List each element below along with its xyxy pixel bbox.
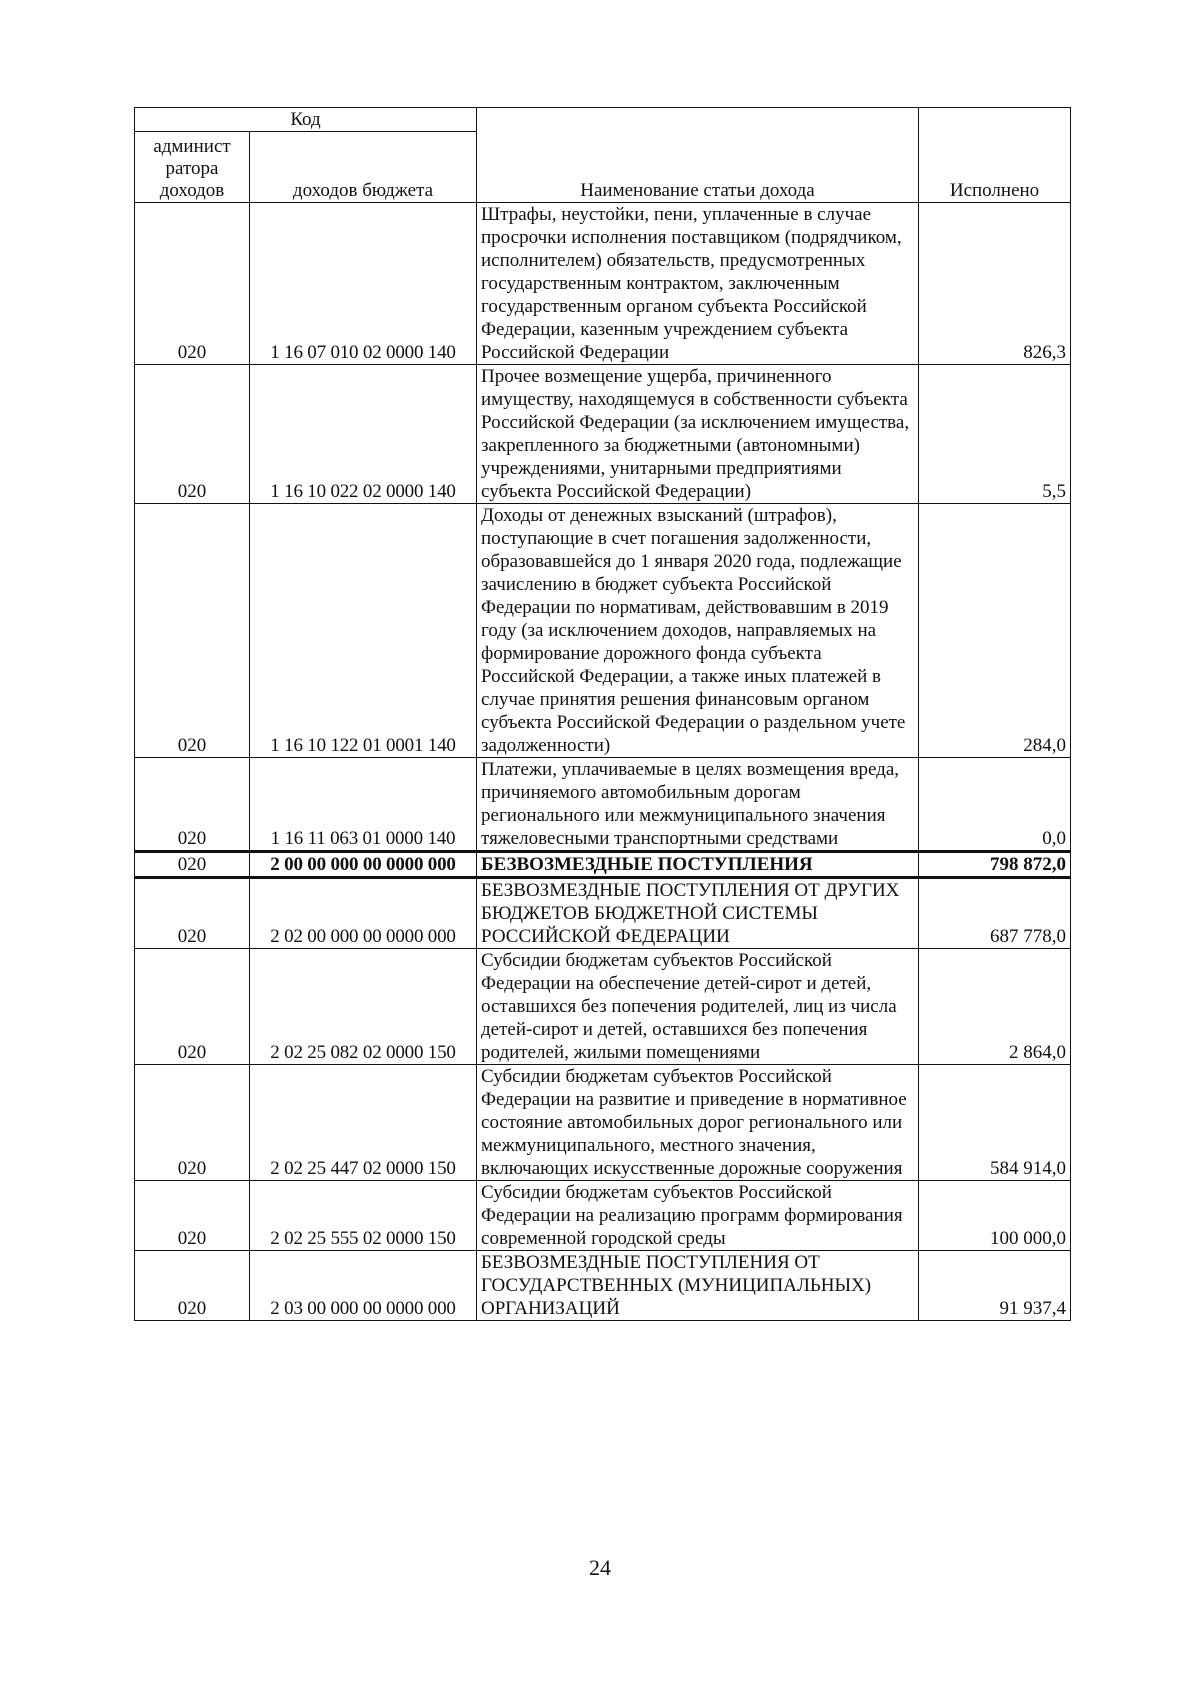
budget-code-cell: 2 02 25 082 02 0000 150 bbox=[250, 949, 477, 1065]
header-admin-line: ратора bbox=[165, 158, 219, 179]
executed-sum-cell: 798 872,0 bbox=[919, 852, 1071, 878]
budget-code-cell: 1 16 11 063 01 0000 140 bbox=[250, 758, 477, 852]
table-row bbox=[135, 1065, 1071, 1181]
revenue-table bbox=[134, 107, 1071, 1321]
admin-code-cell: 020 bbox=[135, 203, 250, 365]
table-row bbox=[135, 1251, 1071, 1321]
header-admin-line: доходов bbox=[159, 180, 225, 201]
executed-sum-cell: 826,3 bbox=[919, 203, 1071, 365]
budget-code-cell: 2 02 25 555 02 0000 150 bbox=[250, 1181, 477, 1251]
admin-code-cell: 020 bbox=[135, 758, 250, 852]
table-row bbox=[135, 504, 1071, 758]
budget-code-cell: 1 16 10 122 01 0001 140 bbox=[250, 504, 477, 758]
header-admin-line: админист bbox=[153, 136, 231, 157]
table-row bbox=[135, 1181, 1071, 1251]
budget-code-cell: 2 00 00 000 00 0000 000 bbox=[250, 852, 477, 878]
budget-code-cell: 2 02 25 447 02 0000 150 bbox=[250, 1065, 477, 1181]
table-row-total bbox=[135, 852, 1071, 878]
executed-sum-cell: 0,0 bbox=[919, 758, 1071, 852]
budget-code-cell: 1 16 07 010 02 0000 140 bbox=[250, 203, 477, 365]
budget-code-cell: 2 03 00 000 00 0000 000 bbox=[250, 1251, 477, 1321]
page-number: 24 bbox=[589, 1555, 611, 1580]
header-name: Наименование статьи дохода bbox=[477, 108, 919, 203]
admin-code-cell: 020 bbox=[135, 365, 250, 504]
table-body bbox=[135, 203, 1071, 1321]
executed-sum-cell: 687 778,0 bbox=[919, 878, 1071, 949]
header-admin bbox=[135, 132, 250, 203]
revenue-name-cell: Штрафы, неустойки, пени, уплаченные в случае просрочки исполнения поставщиком (подрядчиком, исполнителем) обязательств, предусмотренных государственным контрактом, заключенным государственным органом субъекта Российской Федерации, казенным учреждением субъекта Российской Федерации bbox=[477, 203, 919, 365]
table-row bbox=[135, 758, 1071, 852]
revenue-name-cell: БЕЗВОЗМЕЗДНЫЕ ПОСТУПЛЕНИЯ ОТ ДРУГИХ БЮДЖЕТОВ БЮДЖЕТНОЙ СИСТЕМЫ РОССИЙСКОЙ ФЕДЕРАЦИИ bbox=[477, 878, 919, 949]
table-row bbox=[135, 203, 1071, 365]
admin-code-cell: 020 bbox=[135, 1181, 250, 1251]
revenue-name-cell: Субсидии бюджетам субъектов Российской Федерации на развитие и приведение в нормативное состояние автомобильных дорог регионального или межмуниципального, местного значения, включающих искусственные дорожные сооружения bbox=[477, 1065, 919, 1181]
admin-code-cell: 020 bbox=[135, 1065, 250, 1181]
header-sum: Исполнено bbox=[919, 108, 1071, 203]
revenue-name-cell: БЕЗВОЗМЕЗДНЫЕ ПОСТУПЛЕНИЯ ОТ ГОСУДАРСТВЕННЫХ (МУНИЦИПАЛЬНЫХ) ОРГАНИЗАЦИЙ bbox=[477, 1251, 919, 1321]
table-row bbox=[135, 365, 1071, 504]
budget-code-cell: 1 16 10 022 02 0000 140 bbox=[250, 365, 477, 504]
executed-sum-cell: 284,0 bbox=[919, 504, 1071, 758]
header-kod: Код bbox=[135, 108, 477, 132]
revenue-name-cell: БЕЗВОЗМЕЗДНЫЕ ПОСТУПЛЕНИЯ bbox=[477, 852, 919, 878]
admin-code-cell: 020 bbox=[135, 878, 250, 949]
header-row-top bbox=[135, 108, 1071, 132]
admin-code-cell: 020 bbox=[135, 949, 250, 1065]
executed-sum-cell: 100 000,0 bbox=[919, 1181, 1071, 1251]
revenue-name-cell: Субсидии бюджетам субъектов Российской Федерации на обеспечение детей-сирот и детей, оставшихся без попечения родителей, лиц из числа детей-сирот и детей, оставшихся без попечения родителей, жилыми помещениями bbox=[477, 949, 919, 1065]
revenue-name-cell: Субсидии бюджетам субъектов Российской Федерации на реализацию программ формирования современной городской среды bbox=[477, 1181, 919, 1251]
admin-code-cell: 020 bbox=[135, 852, 250, 878]
budget-code-cell: 2 02 00 000 00 0000 000 bbox=[250, 878, 477, 949]
header-code: доходов бюджета bbox=[250, 132, 477, 203]
executed-sum-cell: 2 864,0 bbox=[919, 949, 1071, 1065]
table-row bbox=[135, 949, 1071, 1065]
revenue-name-cell: Прочее возмещение ущерба, причиненного имуществу, находящемуся в собственности субъекта Российской Федерации (за исключением имущества, закрепленного за бюджетными (автономными) учреждениями, унитарными предприятиями субъекта Российской Федерации) bbox=[477, 365, 919, 504]
revenue-name-cell: Доходы от денежных взысканий (штрафов), поступающие в счет погашения задолженности, образовавшейся до 1 января 2020 года, подлежащие зачислению в бюджет субъекта Российской Федерации по нормативам, действовавшим в 2019 году (за исключением доходов, направляемых на формирование дорожного фонда субъекта Российской Федерации, а также иных платежей в случае принятия решения финансовым органом субъекта Российской Федерации о раздельном учете задолженности) bbox=[477, 504, 919, 758]
executed-sum-cell: 584 914,0 bbox=[919, 1065, 1071, 1181]
table-row bbox=[135, 878, 1071, 949]
admin-code-cell: 020 bbox=[135, 1251, 250, 1321]
admin-code-cell: 020 bbox=[135, 504, 250, 758]
executed-sum-cell: 5,5 bbox=[919, 365, 1071, 504]
executed-sum-cell: 91 937,4 bbox=[919, 1251, 1071, 1321]
revenue-name-cell: Платежи, уплачиваемые в целях возмещения вреда, причиняемого автомобильным дорогам регионального или межмуниципального значения тяжеловесными транспортными средствами bbox=[477, 758, 919, 852]
